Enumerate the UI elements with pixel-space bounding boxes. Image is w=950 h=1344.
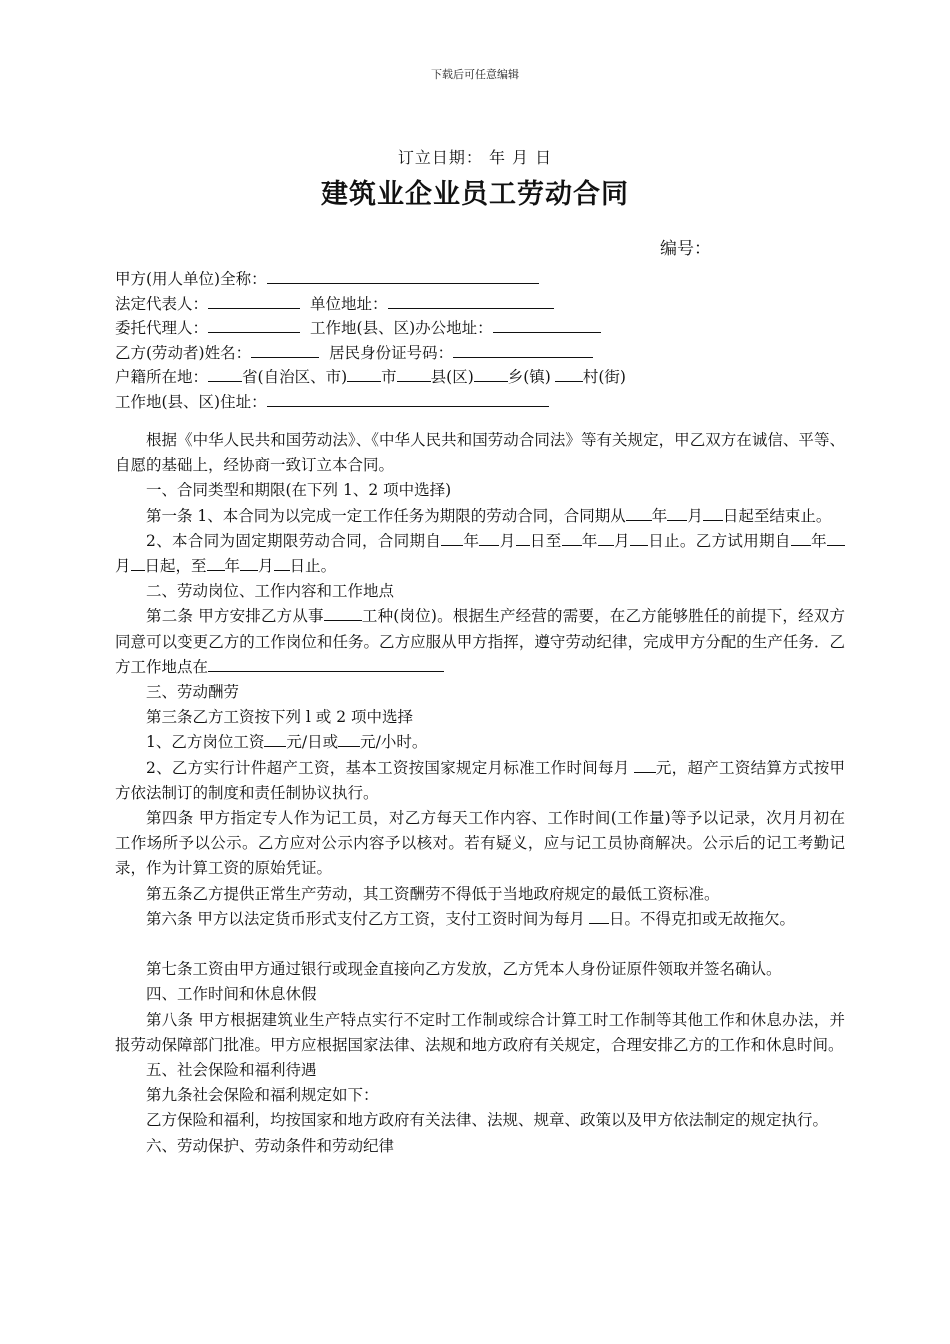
legal-rep-row (115, 291, 845, 316)
article-9-item: 乙方保险和福利，均按国家和地方政府有关法律、法规、规章、政策以及甲方依法制定的规定执行。 (146, 1111, 829, 1130)
agent-blank[interactable] (208, 315, 300, 333)
article-9: 第九条社会保险和福利规定如下： (146, 1086, 379, 1105)
household-row (115, 364, 845, 389)
article-3-item-1: 1、乙方岗位工资 元/日或 元/小时。 (146, 733, 428, 752)
article-8: 第八条 甲方根据建筑业生产特点实行不定时工作制或综合计算工时工作制等其他工作和休息办法，并报劳动保障部门批准。甲方应根据国家法律、法规和地方政府有关规定，合理安排乙方的工作和休息时间。 (115, 1010, 845, 1054)
article-2: 第二条 甲方安排乙方从事 工种(岗位)。根据生产经营的需要，在乙方能够胜任的前提下，经双方同意可以变更乙方的工作岗位和任务。乙方应服从甲方指挥，遵守劳动纪律，完成甲方分配的生产任务．乙方工作地点在 (115, 607, 845, 676)
province-blank[interactable] (208, 364, 242, 382)
agent-label: 委托代理人： (115, 319, 209, 338)
legal-rep-blank[interactable] (208, 291, 300, 309)
work-office-address-blank[interactable] (493, 315, 601, 333)
article-3-item-2: 2、乙方实行计件超产工资，基本工资按国家规定月标准工作时间每月 元，超产工资结算方式按甲方依法制订的制度和责任制协议执行。 (115, 758, 845, 802)
employee-name-label: 乙方(劳动者)姓名： (115, 343, 252, 362)
work-office-address-label: 工作地(县、区)办公地址： (310, 319, 493, 338)
section-heading: 三、劳动酬劳 (146, 683, 240, 702)
unit-address-label: 单位地址： (310, 294, 388, 313)
section-heading: 四、工作时间和休息休假 (146, 985, 317, 1004)
county-label: 县(区) (430, 368, 474, 387)
article-7: 第七条工资由甲方通过银行或现金直接向乙方发放，乙方凭本人身份证原件领取并签名确认。 (146, 960, 782, 979)
residence-blank[interactable] (267, 389, 549, 407)
village-blank[interactable] (555, 364, 583, 382)
village-label: 村(街) (582, 368, 626, 387)
article-3: 第三条乙方工资按下列 l 或 2 项中选择 (146, 708, 414, 727)
province-label: 省(自治区、市) (242, 368, 348, 387)
article-6: 第六条 甲方以法定货币形式支付乙方工资，支付工资时间为每月 日。不得克扣或无故拖欠。 (146, 909, 795, 928)
household-label: 户籍所在地： (115, 368, 209, 387)
section-heading: 二、劳动岗位、工作内容和工作地点 (146, 582, 395, 601)
id-number-label: 居民身份证号码： (329, 343, 454, 362)
section-heading: 五、社会保险和福利待遇 (146, 1061, 317, 1080)
blank-line (115, 932, 845, 957)
signing-date-line: 订立日期： 年 月 日 (397, 148, 553, 167)
section-heading: 一、合同类型和期限(在下列 1、2 项中选择) (146, 481, 452, 500)
header-note: 下载后可任意编辑 (431, 68, 519, 81)
residence-row (115, 389, 845, 414)
unit-address-blank[interactable] (388, 291, 554, 309)
county-blank[interactable] (397, 364, 431, 382)
employee-name-row (115, 340, 845, 365)
party-info-fields (115, 266, 845, 414)
town-blank[interactable] (474, 364, 508, 382)
employer-name-label: 甲方(用人单位)全称： (115, 270, 267, 288)
section-heading: 六、劳动保护、劳动条件和劳动纪律 (146, 1136, 395, 1155)
intro-paragraph: 根据《中华人民共和国劳动法》、《中华人民共和国劳动合同法》等有关规定，甲乙双方在诚信、平等、自愿的基础上，经协商一致订立本合同。 (115, 431, 845, 475)
town-label: 乡(镇) (507, 368, 551, 387)
contract-number-label: 编号： (660, 239, 711, 259)
employer-name-blank[interactable] (267, 266, 539, 284)
article-5: 第五条乙方提供正常生产劳动，其工资酬劳不得低于当地政府规定的最低工资标准。 (146, 884, 720, 903)
city-label: 市 (381, 368, 397, 387)
id-number-blank[interactable] (453, 340, 593, 358)
article-4: 第四条 甲方指定专人作为记工员，对乙方每天工作内容、工作时间(工作量)等予以记录，次月月初在工作场所予以公示。乙方应对公示内容予以核对。若有疑义，应与记工员协商解决。公示后的记工考勤记录，作为计算工资的原始凭证。 (115, 809, 845, 878)
employee-name-blank[interactable] (251, 340, 319, 358)
contract-body (115, 428, 845, 1159)
employer-name-row (115, 266, 845, 291)
document-title: 建筑业企业员工劳动合同 (321, 179, 629, 210)
residence-label: 工作地(县、区)住址： (115, 392, 267, 411)
city-blank[interactable] (347, 364, 381, 382)
article-1-item-1: 第一条 1、本合同为以完成一定工作任务为期限的劳动合同，合同期从 年 月 日起至结束止。 (146, 506, 832, 525)
article-1-item-2: 2、本合同为固定期限劳动合同，合同期自 年 月 日至 年 月 日止。乙方试用期自 年月 日起，至 年 月 日止。 (115, 529, 845, 579)
legal-rep-label: 法定代表人： (115, 294, 209, 313)
agent-row (115, 315, 845, 340)
